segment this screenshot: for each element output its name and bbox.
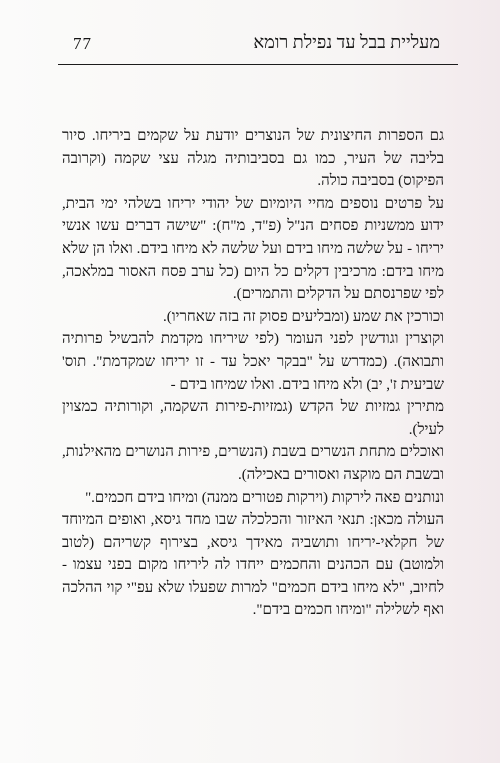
paragraph-3: וכורכין את שמע (ומבליעים פסוק זה בזה שאחריו). [162, 308, 444, 325]
paragraph-4: וקוצרין וגודשין לפני העומר (לפי שיריחו מקדמת להבשיל פרותיה ותבואה). (כמדרש על "בבקר יאכל עד - זו יריחו שמקדמת". תוס' שביעית ז', יב) ולא מיחו בידם. ואלו שמיחו בידם - [62, 331, 444, 393]
paragraph-5: מתירין גמזיות של הקדש (גמזיות-פירות השקמה, וקורותיה כמצוין לעיל). [62, 399, 444, 438]
paragraph-6: ואוכלים מתחת הנשרים בשבת (הנשרים, פירות הנושרים מהאילנות, ובשבת הם מוקצה ואסורים באכילה). [62, 444, 444, 483]
paragraph-7: ונותנים פאה לירקות (וירקות פטורים ממנה) ומיחו בידם חכמים." [85, 489, 444, 506]
page-number: 77 [73, 34, 92, 53]
paragraph-8: העולה מכאן: תנאי האיזור והכלכלה שבו מחד גיסא, ואופים המיוחד של חקלאי-יריחו ותושביה מאידך גיסא, בצירוף קשריהם (לטוב ולמוטב) עם הכהנים והחכמים ייחדו לה ליריחו מקום בפני עצמו - לחיוב, "לא מיחו בידם חכמים" למרות שפעלו שלא עפ"י קוי ההלכה ואף לשלילה "ומיחו חכמים בידם". [62, 512, 444, 619]
paragraph-2: על פרטים נוספים מחיי היומיום של יהודי יריחו בשלהי ימי הבית, ידוע ממשניות פסחים הנ"ל (פ"ד, מ"ח): "שישה דברים עשו אנשי יריחו - על שלשה מיחו בידם ועל שלשה לא מיחו בידם. ואלו הן שלא מיחו בידם: מרכיבין דקלים כל היום (כל ערב פסח האסור במלאכה, לפי שפרנסתם על הדקלים והתמרים). [62, 195, 444, 303]
page-header [0, 0, 500, 80]
body-text [62, 125, 444, 622]
paragraph-1: גם הספרות החיצונית של הנוצרים יודעת על שקמים ביריחו. סיור בליבה של העיר, כמו גם בסביבותיה מגלה עצי שקמה (וקרובה הפיקוס) בסביבה כולה. [62, 128, 444, 190]
header-rule [58, 64, 458, 65]
running-title: מעליית בבל עד נפילת רומא [253, 32, 440, 52]
